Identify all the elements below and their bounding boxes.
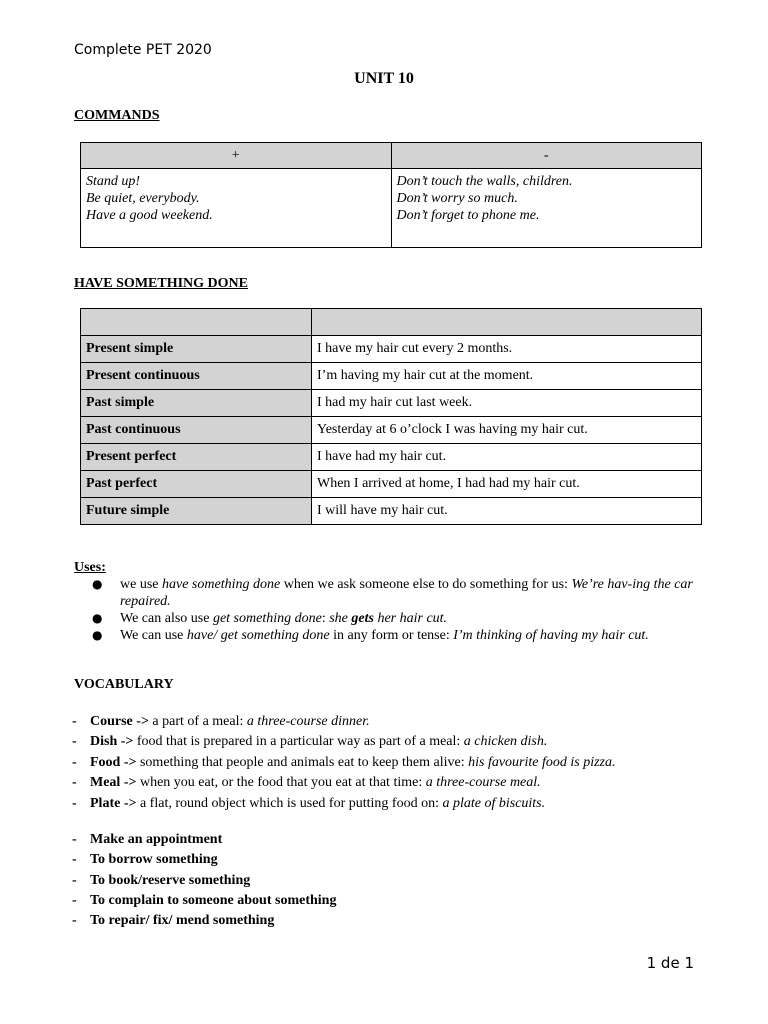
- dash-bullet: -: [72, 714, 77, 729]
- have-something-done-heading: HAVE SOMETHING DONE: [74, 276, 248, 291]
- dash-bullet: -: [72, 754, 77, 770]
- example-cell: When I arrived at home, I had had my hair cut.: [312, 471, 702, 498]
- phrase-item: [72, 830, 336, 850]
- dash-bullet: -: [72, 892, 77, 908]
- example-cell: I had my hair cut last week.: [312, 390, 702, 417]
- dash-bullet: -: [72, 852, 77, 868]
- vocab-example: a three-course dinner.: [246, 714, 370, 729]
- vocab-definition: something that people and animals eat to keep them alive:: [136, 754, 469, 770]
- phrase-text: To complain to someone about something: [90, 892, 337, 908]
- use-text: We can use: [120, 628, 187, 643]
- example-cell: I will have my hair cut.: [312, 498, 702, 525]
- dash-bullet: -: [72, 872, 77, 888]
- vocab-example: a three-course meal.: [425, 775, 541, 791]
- use-text: gets: [351, 611, 374, 626]
- table-header-cell: [81, 309, 312, 336]
- use-text: :: [321, 611, 330, 626]
- table-row: [81, 444, 702, 471]
- phrase-text: To book/reserve something: [90, 872, 251, 888]
- uses-list: [92, 576, 698, 644]
- example-cell: Yesterday at 6 o’clock I was having my hair cut.: [312, 417, 702, 444]
- use-text: We’re hav-ing the car repaired.: [120, 577, 693, 609]
- tense-cell: Present continuous: [81, 363, 312, 390]
- negative-commands: [391, 169, 702, 248]
- vocab-item: [72, 773, 712, 793]
- use-item: [92, 610, 698, 627]
- use-text: when we ask someone else to do something for us:: [280, 577, 572, 592]
- vocab-definition: food that is prepared in a particular way as part of a meal:: [133, 734, 464, 750]
- vocab-example: a plate of biscuits.: [442, 795, 546, 811]
- vocab-arrow: ->: [132, 714, 149, 729]
- example-cell: I have my hair cut every 2 months.: [312, 336, 702, 363]
- phrase-item: [72, 871, 336, 891]
- vocab-definition: when you eat, or the food that you eat at that time:: [136, 775, 426, 791]
- page-number: 1 de 1: [646, 954, 694, 972]
- positive-command: Have a good weekend.: [86, 208, 213, 223]
- vocab-word: Meal: [90, 775, 121, 791]
- vocab-arrow: ->: [120, 795, 137, 811]
- vocab-arrow: ->: [120, 754, 137, 770]
- have-something-done-table: [80, 308, 702, 525]
- table-header-cell: [312, 309, 702, 336]
- phrase-item: [72, 911, 336, 931]
- uses-heading: Uses:: [74, 560, 106, 575]
- negative-command: Don’t worry so much.: [396, 191, 518, 206]
- vocab-item: [72, 732, 712, 752]
- table-row: [81, 336, 702, 363]
- phrase-item: [72, 850, 336, 870]
- vocab-item: [72, 753, 712, 773]
- vocab-definition: a part of a meal:: [148, 714, 247, 729]
- tense-cell: Past continuous: [81, 417, 312, 444]
- tense-cell: Future simple: [81, 498, 312, 525]
- use-text: get something done: [212, 611, 322, 626]
- bullet-icon: ●: [92, 577, 103, 591]
- vocab-word: Course: [90, 714, 133, 729]
- use-text: We can also use: [120, 611, 213, 626]
- negative-command: Don’t touch the walls, children.: [396, 174, 573, 189]
- vocab-item: [72, 712, 712, 732]
- commands-heading: COMMANDS: [74, 108, 160, 123]
- example-cell: I’m having my hair cut at the moment.: [312, 363, 702, 390]
- dash-bullet: -: [72, 832, 77, 847]
- phrase-text: To repair/ fix/ mend something: [90, 913, 275, 929]
- vocabulary-heading: VOCABULARY: [74, 677, 174, 692]
- vocab-example: his favourite food is pizza.: [468, 754, 616, 770]
- use-text: she: [329, 611, 352, 626]
- phrase-text: To borrow something: [90, 852, 218, 868]
- table-row: [81, 363, 702, 390]
- positive-command: Be quiet, everybody.: [86, 191, 200, 206]
- use-text: have/ get something done: [186, 628, 330, 643]
- vocab-arrow: ->: [120, 775, 137, 791]
- table-row: [81, 471, 702, 498]
- positive-command: Stand up!: [86, 174, 141, 189]
- vocab-arrow: ->: [117, 734, 134, 750]
- minus-header: -: [391, 143, 702, 169]
- table-row: [81, 498, 702, 525]
- tense-cell: Past simple: [81, 390, 312, 417]
- vocab-item: [72, 794, 712, 814]
- positive-commands: [81, 169, 392, 248]
- phrase-item: [72, 891, 336, 911]
- example-cell: I have had my hair cut.: [312, 444, 702, 471]
- tense-cell: Present perfect: [81, 444, 312, 471]
- dash-bullet: -: [72, 775, 77, 791]
- use-item: [92, 576, 698, 610]
- vocab-word: Food: [90, 754, 121, 770]
- use-text: in any form or tense:: [329, 628, 454, 643]
- dash-bullet: -: [72, 734, 77, 750]
- tense-cell: Present simple: [81, 336, 312, 363]
- dash-bullet: -: [72, 795, 77, 811]
- commands-table: [80, 142, 702, 248]
- vocab-example: a chicken dish.: [463, 734, 548, 750]
- vocabulary-list: [72, 712, 712, 814]
- table-row: [81, 417, 702, 444]
- plus-header: +: [81, 143, 392, 169]
- use-text: her hair cut.: [373, 611, 448, 626]
- negative-command: Don’t forget to phone me.: [396, 208, 540, 223]
- bullet-icon: ●: [92, 611, 103, 625]
- table-row: [81, 390, 702, 417]
- vocab-word: Plate: [90, 795, 121, 811]
- use-text: I’m thinking of having my hair cut.: [453, 628, 649, 643]
- vocab-definition: a flat, round object which is used for putting food on:: [136, 795, 443, 811]
- document-header: Complete PET 2020: [74, 42, 212, 58]
- tense-cell: Past perfect: [81, 471, 312, 498]
- vocab-word: Dish: [90, 734, 118, 750]
- phrase-list: [72, 830, 336, 931]
- use-item: [92, 627, 698, 644]
- use-text: have something done: [162, 577, 281, 592]
- dash-bullet: -: [72, 913, 77, 929]
- unit-title: UNIT 10: [354, 70, 414, 87]
- bullet-icon: ●: [92, 628, 103, 642]
- phrase-text: Make an appointment: [90, 832, 223, 847]
- use-text: we use: [120, 577, 162, 592]
